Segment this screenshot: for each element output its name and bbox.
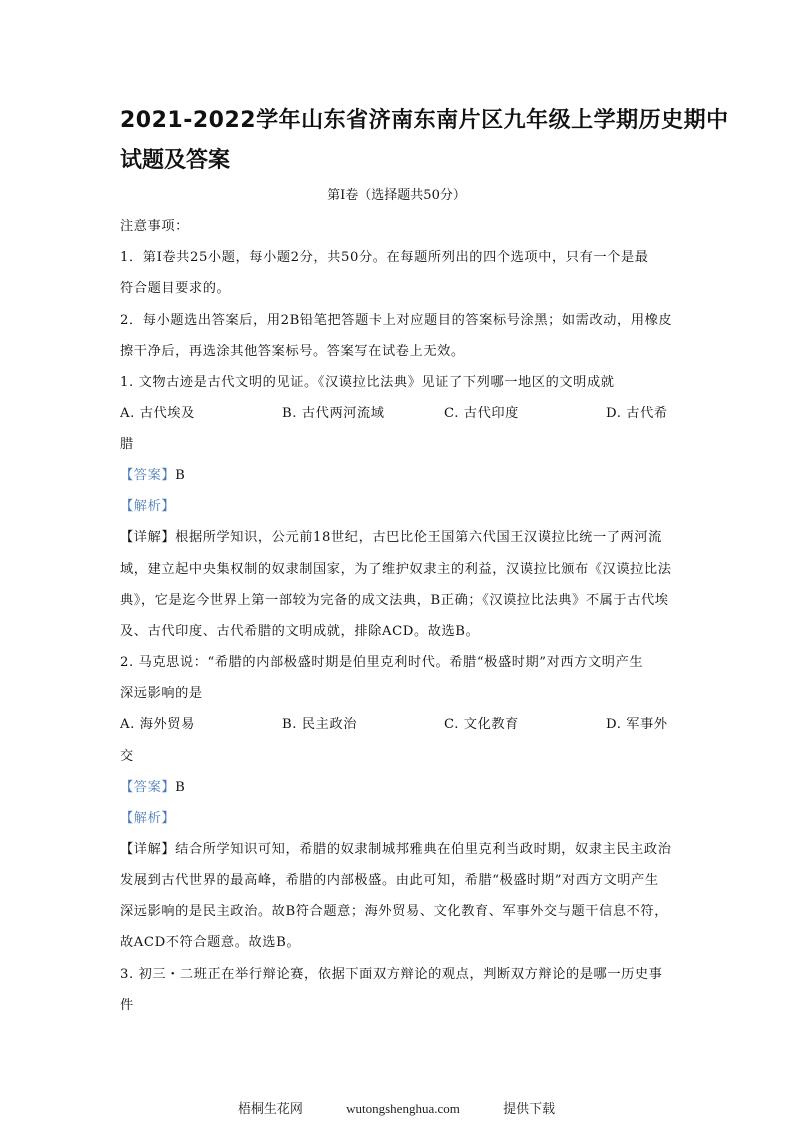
- notice-item-1-line-2: 符合题目要求的。: [120, 281, 231, 296]
- question-2-option-d-wrap: 交: [120, 749, 134, 764]
- answer-value: B: [175, 780, 186, 795]
- question-2-detail-line-1: 【详解】结合所学知识可知，希腊的奴隶制城邦雅典在伯里克利当政时期，奴隶主民主政治: [120, 842, 672, 857]
- footer-site-name: 梧桐生花网: [237, 1101, 303, 1116]
- question-2-option-c: C. 文化教育: [444, 717, 519, 732]
- question-1-option-d-wrap: 腊: [120, 437, 134, 452]
- footer-suffix: 提供下载: [503, 1101, 556, 1116]
- question-2-option-b: B. 民主政治: [282, 717, 358, 732]
- question-1-analysis-label: 【解析】: [120, 499, 176, 514]
- section-heading: 第Ⅰ卷（选择题共50分）: [327, 188, 466, 203]
- answer-label: 【答案】: [120, 468, 176, 483]
- notice-item-1-line-1: 1．第Ⅰ卷共25小题，每小题2分，共50分。在每题所列出的四个选项中，只有一个是最: [120, 250, 649, 265]
- question-1-option-a: A. 古代埃及: [120, 406, 195, 421]
- question-1-detail-line-4: 及、古代印度、古代希腊的文明成就，排除ACD。故选B。: [120, 624, 480, 639]
- question-1-option-b: B. 古代两河流域: [282, 406, 385, 421]
- footer-site-url[interactable]: wutongshenghua.com: [346, 1101, 460, 1116]
- page-footer: [0, 1098, 793, 1117]
- question-2-stem-line-1: 2. 马克思说：“希腊的内部极盛时期是伯里克利时代。希腊“极盛时期”对西方文明产生: [120, 655, 644, 670]
- question-2-option-a: A. 海外贸易: [120, 717, 195, 732]
- question-1-detail-line-3: 典》，它是迄今世界上第一部较为完备的成文法典，B正确；《汉谟拉比法典》不属于古代埃: [120, 593, 669, 608]
- detail-label: 【详解】: [120, 842, 176, 857]
- question-2-analysis-label: 【解析】: [120, 811, 176, 826]
- detail-label: 【详解】: [120, 530, 176, 545]
- question-1-stem: 1. 文物古迹是古代文明的见证。《汉谟拉比法典》见证了下列哪一地区的文明成就: [120, 375, 615, 390]
- question-2-answer: [120, 779, 680, 797]
- question-2-detail-line-3: 深远影响的是民主政治。故B符合题意；海外贸易、文化教育、军事外交与题干信息不符，: [120, 904, 668, 919]
- title-line-1: 2021-2022学年山东省济南东南片区九年级上学期历史期中: [120, 108, 729, 133]
- question-1-answer: [120, 467, 680, 485]
- answer-value: B: [175, 468, 186, 483]
- question-3-stem-line-1: 3. 初三・二班正在举行辩论赛，依据下面双方辩论的观点，判断双方辩论的是哪一历史事: [120, 967, 663, 982]
- notice-item-2-line-2: 擦干净后，再选涂其他答案标号。答案写在试卷上无效。: [120, 344, 465, 359]
- question-1-option-c: C. 古代印度: [444, 406, 519, 421]
- notice-item-2-line-1: 2．每小题选出答案后，用2B铅笔把答题卡上对应题目的答案标号涂黑；如需改动，用橡皮: [120, 313, 673, 328]
- title-line-2: 试题及答案: [120, 148, 231, 173]
- question-3-stem-line-2: 件: [120, 998, 134, 1013]
- question-1-detail-line-2: 域，建立起中央集权制的奴隶制国家，为了维护奴隶主的利益，汉谟拉比颁布《汉谟拉比法: [120, 562, 672, 577]
- question-2-stem-line-2: 深远影响的是: [120, 686, 203, 701]
- notice-heading: 注意事项：: [120, 219, 189, 234]
- question-1-detail-line-1: 【详解】根据所学知识，公元前18世纪，古巴比伦王国第六代国王汉谟拉比统一了两河流: [120, 530, 662, 545]
- question-2-option-d: D. 军事外: [606, 717, 668, 732]
- answer-label: 【答案】: [120, 780, 176, 795]
- question-1-option-d: D. 古代希: [606, 406, 668, 421]
- question-2-detail-line-2: 发展到古代世界的最高峰，希腊的内部极盛。由此可知，希腊“极盛时期”对西方文明产生: [120, 873, 659, 888]
- question-2-detail-line-4: 故ACD不符合题意。故选B。: [120, 935, 301, 950]
